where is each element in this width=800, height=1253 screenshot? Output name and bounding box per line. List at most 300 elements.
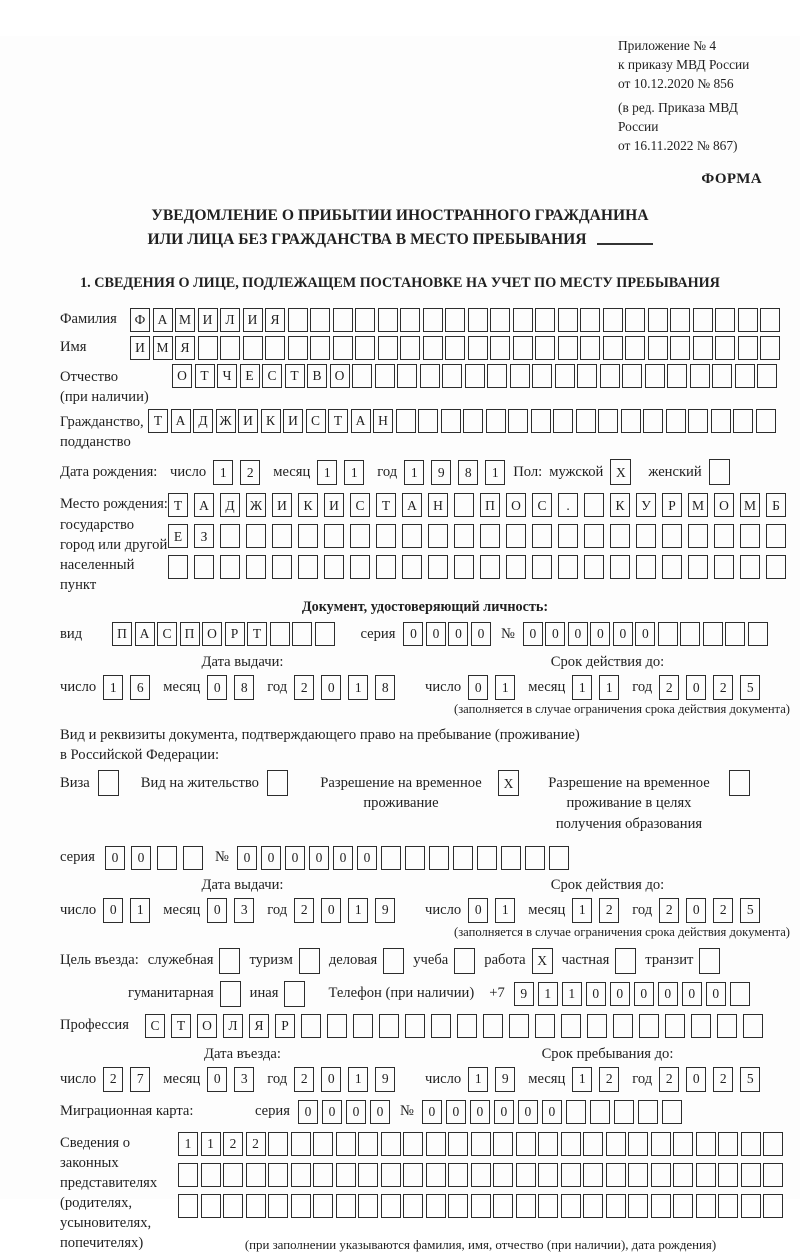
form-cell[interactable] (577, 364, 597, 388)
form-cell[interactable] (532, 524, 552, 548)
representatives-row1-cells[interactable] (178, 1132, 783, 1156)
form-cell[interactable]: 0 (333, 846, 353, 870)
form-cell[interactable]: 0 (468, 675, 488, 700)
identity-series-cells[interactable] (403, 622, 491, 646)
form-cell[interactable] (725, 622, 745, 646)
form-cell[interactable] (506, 555, 526, 579)
form-cell[interactable]: Р (225, 622, 245, 646)
form-cell[interactable] (622, 364, 642, 388)
form-cell[interactable] (696, 1163, 716, 1187)
form-cell[interactable] (423, 336, 443, 360)
form-cell[interactable] (355, 308, 375, 332)
form-cell[interactable]: И (130, 336, 150, 360)
form-cell[interactable]: 0 (370, 1100, 390, 1124)
form-cell[interactable] (696, 1194, 716, 1218)
form-cell[interactable] (219, 948, 240, 974)
form-cell[interactable]: О (714, 493, 734, 517)
form-cell[interactable]: 1 (572, 898, 592, 923)
form-cell[interactable]: С (157, 622, 177, 646)
form-cell[interactable]: 1 (562, 982, 582, 1006)
form-cell[interactable]: 2 (246, 1132, 266, 1156)
form-cell[interactable]: С (262, 364, 282, 388)
temporary-residence-education-checkbox[interactable] (729, 770, 750, 796)
form-cell[interactable] (516, 1194, 536, 1218)
form-cell[interactable]: А (153, 308, 173, 332)
form-cell[interactable] (614, 1100, 634, 1124)
form-cell[interactable] (648, 308, 668, 332)
form-cell[interactable] (561, 1132, 581, 1156)
form-cell[interactable] (738, 336, 758, 360)
form-cell[interactable]: X (532, 948, 553, 974)
permit-issue-month-cells[interactable] (207, 898, 254, 923)
form-cell[interactable] (553, 409, 573, 433)
form-cell[interactable] (532, 364, 552, 388)
form-cell[interactable]: 0 (634, 982, 654, 1006)
form-cell[interactable] (220, 555, 240, 579)
identity-issue-day-cells[interactable] (103, 675, 150, 700)
residence-permit-checkbox[interactable] (267, 770, 288, 796)
birth-place-row1-cells[interactable] (168, 493, 786, 517)
form-cell[interactable] (288, 308, 308, 332)
migration-series-cells[interactable] (298, 1100, 390, 1124)
form-cell[interactable] (243, 336, 263, 360)
form-cell[interactable]: И (198, 308, 218, 332)
form-cell[interactable]: Т (171, 1014, 191, 1038)
form-cell[interactable] (583, 1194, 603, 1218)
form-cell[interactable]: А (351, 409, 371, 433)
form-cell[interactable] (673, 1194, 693, 1218)
form-cell[interactable] (397, 364, 417, 388)
form-cell[interactable] (717, 1014, 737, 1038)
form-cell[interactable] (662, 1100, 682, 1124)
form-cell[interactable]: 0 (471, 622, 491, 646)
citizenship-cells[interactable] (148, 409, 776, 433)
form-cell[interactable]: 8 (375, 675, 395, 700)
form-cell[interactable] (358, 1132, 378, 1156)
form-cell[interactable]: 0 (542, 1100, 562, 1124)
form-cell[interactable] (535, 1014, 555, 1038)
form-cell[interactable]: П (480, 493, 500, 517)
birth-year-cells[interactable] (404, 460, 505, 485)
form-cell[interactable]: 6 (130, 675, 150, 700)
form-cell[interactable]: 0 (518, 1100, 538, 1124)
form-cell[interactable]: 0 (426, 622, 446, 646)
form-cell[interactable] (379, 1014, 399, 1038)
form-cell[interactable] (324, 524, 344, 548)
form-cell[interactable]: Р (275, 1014, 295, 1038)
form-cell[interactable] (493, 1132, 513, 1156)
form-cell[interactable]: 0 (357, 846, 377, 870)
form-cell[interactable] (313, 1194, 333, 1218)
form-cell[interactable] (757, 364, 777, 388)
form-cell[interactable]: 1 (130, 898, 150, 923)
form-cell[interactable] (610, 555, 630, 579)
form-cell[interactable] (636, 524, 656, 548)
identity-issue-year-cells[interactable] (294, 675, 395, 700)
form-cell[interactable] (606, 1163, 626, 1187)
form-cell[interactable] (493, 1194, 513, 1218)
form-cell[interactable] (301, 1014, 321, 1038)
form-cell[interactable] (603, 336, 623, 360)
form-cell[interactable] (598, 409, 618, 433)
form-cell[interactable] (480, 555, 500, 579)
form-cell[interactable] (350, 555, 370, 579)
form-cell[interactable]: 2 (294, 675, 314, 700)
form-cell[interactable] (667, 364, 687, 388)
form-cell[interactable] (418, 409, 438, 433)
form-cell[interactable]: 2 (240, 460, 260, 485)
gender-female-checkbox[interactable] (709, 459, 730, 485)
form-cell[interactable] (201, 1194, 221, 1218)
form-cell[interactable] (645, 364, 665, 388)
form-cell[interactable] (666, 409, 686, 433)
form-cell[interactable]: 1 (213, 460, 233, 485)
form-cell[interactable] (468, 308, 488, 332)
form-cell[interactable] (580, 336, 600, 360)
form-cell[interactable]: 1 (348, 898, 368, 923)
form-cell[interactable] (403, 1194, 423, 1218)
form-cell[interactable]: Т (328, 409, 348, 433)
form-cell[interactable]: 0 (321, 1067, 341, 1092)
form-cell[interactable] (651, 1163, 671, 1187)
form-cell[interactable]: 9 (375, 1067, 395, 1092)
form-cell[interactable]: Р (662, 493, 682, 517)
form-cell[interactable] (272, 555, 292, 579)
form-cell[interactable]: М (740, 493, 760, 517)
form-cell[interactable] (639, 1014, 659, 1038)
form-cell[interactable] (429, 846, 449, 870)
form-cell[interactable] (490, 336, 510, 360)
form-cell[interactable] (740, 524, 760, 548)
purpose-study-checkbox[interactable] (454, 948, 475, 974)
form-cell[interactable]: Ч (217, 364, 237, 388)
form-cell[interactable] (403, 1163, 423, 1187)
purpose-other-checkbox[interactable] (284, 981, 305, 1007)
form-cell[interactable] (378, 336, 398, 360)
form-cell[interactable]: 0 (207, 898, 227, 923)
form-cell[interactable] (583, 1163, 603, 1187)
form-cell[interactable] (291, 1132, 311, 1156)
form-cell[interactable] (198, 336, 218, 360)
identity-expiry-year-cells[interactable] (659, 675, 760, 700)
form-cell[interactable] (730, 982, 750, 1006)
form-cell[interactable]: Я (175, 336, 195, 360)
birth-place-row2-cells[interactable] (168, 524, 786, 548)
form-cell[interactable]: К (610, 493, 630, 517)
purpose-work-checkbox[interactable] (532, 948, 553, 974)
form-cell[interactable]: 1 (572, 675, 592, 700)
identity-expiry-day-cells[interactable] (468, 675, 515, 700)
form-cell[interactable]: О (172, 364, 192, 388)
form-cell[interactable]: Е (240, 364, 260, 388)
form-cell[interactable] (651, 1194, 671, 1218)
form-cell[interactable] (670, 336, 690, 360)
form-cell[interactable]: М (153, 336, 173, 360)
form-cell[interactable] (643, 409, 663, 433)
form-cell[interactable] (665, 1014, 685, 1038)
form-cell[interactable]: Е (168, 524, 188, 548)
form-cell[interactable]: М (688, 493, 708, 517)
form-cell[interactable]: 1 (317, 460, 337, 485)
form-cell[interactable] (718, 1194, 738, 1218)
form-cell[interactable] (465, 364, 485, 388)
representatives-row2-cells[interactable] (178, 1163, 783, 1187)
form-cell[interactable]: Т (376, 493, 396, 517)
form-cell[interactable] (246, 1194, 266, 1218)
form-cell[interactable] (400, 336, 420, 360)
form-cell[interactable]: Н (428, 493, 448, 517)
form-cell[interactable]: 0 (706, 982, 726, 1006)
form-cell[interactable]: 0 (545, 622, 565, 646)
form-cell[interactable] (270, 622, 290, 646)
form-cell[interactable] (477, 846, 497, 870)
form-cell[interactable] (615, 948, 636, 974)
form-cell[interactable]: 1 (485, 460, 505, 485)
form-cell[interactable]: 3 (234, 898, 254, 923)
form-cell[interactable] (454, 555, 474, 579)
form-cell[interactable]: Л (220, 308, 240, 332)
form-cell[interactable]: Я (265, 308, 285, 332)
form-cell[interactable] (693, 336, 713, 360)
permit-expiry-day-cells[interactable] (468, 898, 515, 923)
form-cell[interactable] (662, 524, 682, 548)
form-cell[interactable]: 8 (234, 675, 254, 700)
form-cell[interactable] (480, 524, 500, 548)
form-cell[interactable] (509, 1014, 529, 1038)
form-cell[interactable]: 0 (321, 675, 341, 700)
form-cell[interactable] (327, 1014, 347, 1038)
phone-cells[interactable] (514, 982, 750, 1006)
form-cell[interactable]: Ф (130, 308, 150, 332)
form-cell[interactable]: 0 (586, 982, 606, 1006)
form-cell[interactable] (715, 336, 735, 360)
form-cell[interactable] (699, 948, 720, 974)
form-cell[interactable]: А (194, 493, 214, 517)
form-cell[interactable] (580, 308, 600, 332)
form-cell[interactable] (696, 1132, 716, 1156)
form-cell[interactable]: 0 (448, 622, 468, 646)
form-cell[interactable] (336, 1194, 356, 1218)
form-cell[interactable] (223, 1194, 243, 1218)
form-cell[interactable]: 0 (686, 898, 706, 923)
form-cell[interactable] (538, 1194, 558, 1218)
stay-year-cells[interactable] (659, 1067, 760, 1092)
birth-day-cells[interactable] (213, 460, 260, 485)
form-cell[interactable] (625, 336, 645, 360)
form-cell[interactable]: 2 (294, 898, 314, 923)
form-cell[interactable] (555, 364, 575, 388)
form-cell[interactable] (463, 409, 483, 433)
form-cell[interactable] (636, 555, 656, 579)
form-cell[interactable] (743, 1014, 763, 1038)
identity-issue-month-cells[interactable] (207, 675, 254, 700)
form-cell[interactable]: 1 (495, 898, 515, 923)
form-cell[interactable] (298, 555, 318, 579)
form-cell[interactable] (714, 524, 734, 548)
form-cell[interactable]: Я (249, 1014, 269, 1038)
form-cell[interactable] (457, 1014, 477, 1038)
form-cell[interactable]: Д (193, 409, 213, 433)
form-cell[interactable] (448, 1194, 468, 1218)
form-cell[interactable] (587, 1014, 607, 1038)
form-cell[interactable] (268, 1132, 288, 1156)
form-cell[interactable] (157, 846, 177, 870)
form-cell[interactable]: 2 (599, 1067, 619, 1092)
form-cell[interactable] (376, 555, 396, 579)
form-cell[interactable] (333, 336, 353, 360)
form-cell[interactable] (381, 1163, 401, 1187)
form-cell[interactable] (487, 364, 507, 388)
form-cell[interactable]: 0 (686, 675, 706, 700)
form-cell[interactable] (741, 1194, 761, 1218)
birth-month-cells[interactable] (317, 460, 364, 485)
form-cell[interactable] (220, 524, 240, 548)
form-cell[interactable] (651, 1132, 671, 1156)
form-cell[interactable]: 1 (404, 460, 424, 485)
stay-month-cells[interactable] (572, 1067, 619, 1092)
form-cell[interactable]: В (307, 364, 327, 388)
form-cell[interactable]: 0 (590, 622, 610, 646)
form-cell[interactable] (298, 524, 318, 548)
form-cell[interactable] (535, 308, 555, 332)
form-cell[interactable] (703, 622, 723, 646)
patronymic-cells[interactable] (172, 364, 777, 388)
form-cell[interactable] (718, 1163, 738, 1187)
form-cell[interactable] (532, 555, 552, 579)
form-cell[interactable] (584, 524, 604, 548)
form-cell[interactable] (336, 1132, 356, 1156)
form-cell[interactable] (748, 622, 768, 646)
form-cell[interactable]: 0 (237, 846, 257, 870)
form-cell[interactable] (583, 1132, 603, 1156)
form-cell[interactable]: 0 (494, 1100, 514, 1124)
form-cell[interactable]: С (350, 493, 370, 517)
form-cell[interactable]: 7 (130, 1067, 150, 1092)
form-cell[interactable]: О (197, 1014, 217, 1038)
form-cell[interactable]: 0 (635, 622, 655, 646)
form-cell[interactable]: 0 (468, 898, 488, 923)
form-cell[interactable]: 0 (322, 1100, 342, 1124)
form-cell[interactable] (613, 1014, 633, 1038)
form-cell[interactable] (383, 948, 404, 974)
form-cell[interactable]: Ж (246, 493, 266, 517)
form-cell[interactable]: 0 (207, 1067, 227, 1092)
form-cell[interactable] (763, 1132, 783, 1156)
entry-day-cells[interactable] (103, 1067, 150, 1092)
form-cell[interactable] (715, 308, 735, 332)
form-cell[interactable] (471, 1132, 491, 1156)
form-cell[interactable]: А (171, 409, 191, 433)
form-cell[interactable]: И (243, 308, 263, 332)
form-cell[interactable]: О (506, 493, 526, 517)
form-cell[interactable] (516, 1132, 536, 1156)
form-cell[interactable] (690, 364, 710, 388)
form-cell[interactable] (525, 846, 545, 870)
identity-number-cells[interactable] (523, 622, 768, 646)
form-cell[interactable]: 0 (309, 846, 329, 870)
form-cell[interactable]: Д (220, 493, 240, 517)
form-cell[interactable] (501, 846, 521, 870)
given-name-cells[interactable] (130, 336, 780, 360)
form-cell[interactable] (268, 1163, 288, 1187)
form-cell[interactable] (483, 1014, 503, 1038)
form-cell[interactable] (493, 1163, 513, 1187)
form-cell[interactable] (454, 524, 474, 548)
form-cell[interactable] (606, 1132, 626, 1156)
form-cell[interactable]: 9 (375, 898, 395, 923)
form-cell[interactable] (718, 1132, 738, 1156)
form-cell[interactable] (606, 1194, 626, 1218)
form-cell[interactable] (590, 1100, 610, 1124)
form-cell[interactable] (358, 1163, 378, 1187)
form-cell[interactable]: 2 (223, 1132, 243, 1156)
form-cell[interactable] (336, 1163, 356, 1187)
form-cell[interactable] (299, 948, 320, 974)
form-cell[interactable]: 2 (599, 898, 619, 923)
form-cell[interactable] (178, 1163, 198, 1187)
form-cell[interactable] (454, 948, 475, 974)
form-cell[interactable] (405, 1014, 425, 1038)
form-cell[interactable] (638, 1100, 658, 1124)
form-cell[interactable] (194, 555, 214, 579)
form-cell[interactable] (680, 622, 700, 646)
form-cell[interactable]: 0 (610, 982, 630, 1006)
form-cell[interactable]: 9 (514, 982, 534, 1006)
permit-expiry-month-cells[interactable] (572, 898, 619, 923)
form-cell[interactable]: Б (766, 493, 786, 517)
form-cell[interactable] (760, 336, 780, 360)
form-cell[interactable]: О (330, 364, 350, 388)
form-cell[interactable]: 9 (431, 460, 451, 485)
form-cell[interactable] (400, 308, 420, 332)
form-cell[interactable] (272, 524, 292, 548)
form-cell[interactable]: 8 (458, 460, 478, 485)
form-cell[interactable] (292, 622, 312, 646)
form-cell[interactable] (442, 364, 462, 388)
purpose-tourism-checkbox[interactable] (299, 948, 320, 974)
form-cell[interactable]: П (180, 622, 200, 646)
form-cell[interactable]: 1 (468, 1067, 488, 1092)
form-cell[interactable] (688, 409, 708, 433)
profession-cells[interactable] (145, 1014, 763, 1038)
form-cell[interactable] (531, 409, 551, 433)
form-cell[interactable] (402, 555, 422, 579)
form-cell[interactable]: X (610, 459, 631, 485)
form-cell[interactable] (420, 364, 440, 388)
form-cell[interactable] (535, 336, 555, 360)
form-cell[interactable] (168, 555, 188, 579)
form-cell[interactable] (445, 336, 465, 360)
form-cell[interactable]: 0 (682, 982, 702, 1006)
form-cell[interactable]: Ж (216, 409, 236, 433)
form-cell[interactable] (381, 846, 401, 870)
form-cell[interactable]: 3 (234, 1067, 254, 1092)
visa-checkbox[interactable] (98, 770, 119, 796)
form-cell[interactable] (733, 409, 753, 433)
form-cell[interactable] (453, 846, 473, 870)
form-cell[interactable] (246, 524, 266, 548)
identity-expiry-month-cells[interactable] (572, 675, 619, 700)
representatives-row3-cells[interactable] (178, 1194, 783, 1218)
form-cell[interactable]: 9 (495, 1067, 515, 1092)
form-cell[interactable]: К (261, 409, 281, 433)
form-cell[interactable] (610, 524, 630, 548)
form-cell[interactable] (468, 336, 488, 360)
form-cell[interactable]: X (498, 770, 519, 796)
form-cell[interactable] (315, 622, 335, 646)
form-cell[interactable]: 2 (713, 898, 733, 923)
form-cell[interactable]: И (324, 493, 344, 517)
